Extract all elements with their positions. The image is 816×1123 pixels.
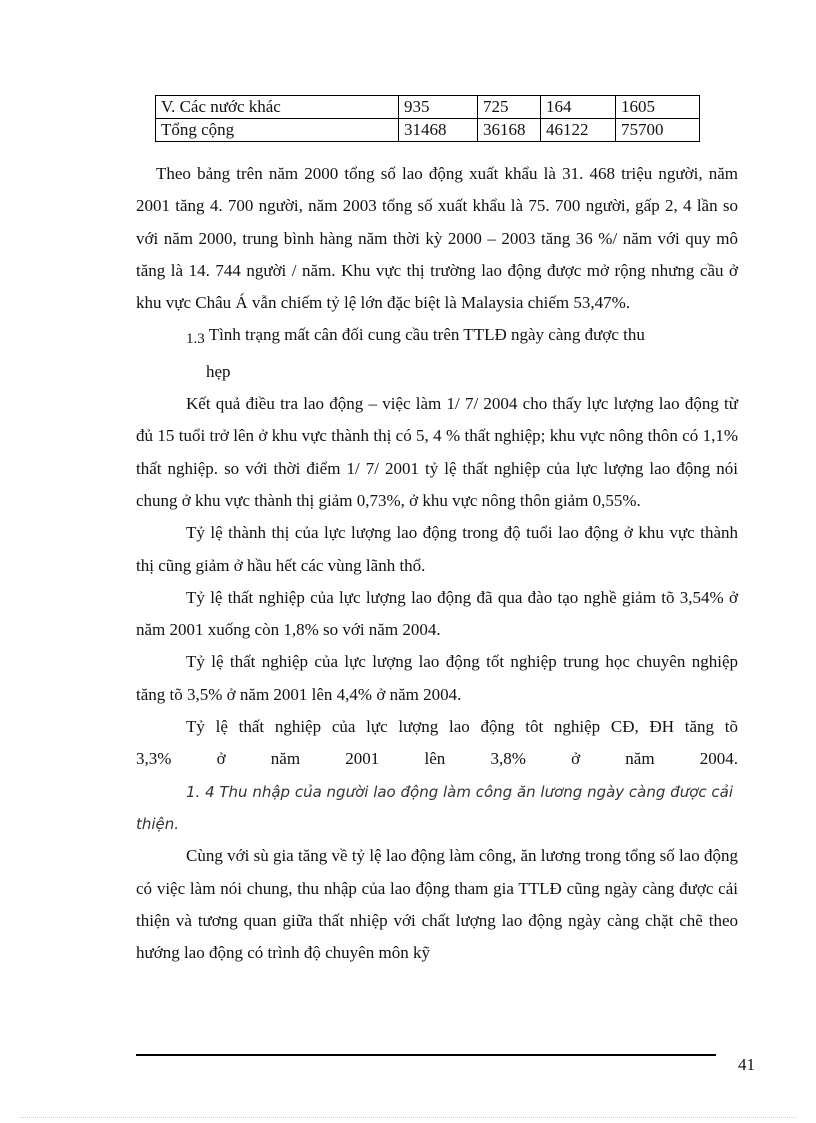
paragraph-urban-rate: Tỷ lệ thành thị của lực lượng lao động trong độ tuổi lao động ở khu vực thành thị cũng giảm ở hầu hết các vùng lãnh thổ. <box>136 523 738 575</box>
section-heading-1-3 <box>136 319 738 388</box>
section-heading-1-4-text: 1. 4 Thu nhập của người lao động làm công ăn lương ngày càng được cải thiện. <box>136 782 733 833</box>
table-cell: 1605 <box>616 96 700 119</box>
body-text <box>136 158 738 969</box>
table-cell: V. Các nước khác <box>156 96 399 119</box>
section-number: 1.3 <box>186 331 205 348</box>
table-cell: 46122 <box>541 119 616 142</box>
paragraph-labor-export: Theo bảng trên năm 2000 tổng số lao động xuất khẩu là 31. 468 triệu người, năm 2001 tăng 4. 700 người, năm 2003 tổng số xuất khẩu là 75. 700 người, gấp 2, 4 lần so với năm 2000, trung bình hàng năm thời kỳ 2000 – 2003 tăng 36 %/ năm với quy mô tăng là 14. 744 người / năm. Khu vực thị trường lao động được mở rộng nhưng cầu ở khu vực Châu Á vẫn chiếm tỷ lệ lớn đặc biệt là Malaysia chiếm 53,47%. <box>136 164 738 313</box>
paragraph-vocational: Tỷ lệ thất nghiệp của lực lượng lao động đã qua đào tạo nghề giảm tõ 3,54% ở năm 2001 xuống còn 1,8% so với năm 2004. <box>136 587 738 640</box>
table-cell: 36168 <box>478 119 541 142</box>
table-row <box>156 96 700 119</box>
table-cell: 75700 <box>616 119 700 142</box>
section-heading-continuation: hẹp <box>206 361 231 381</box>
page-number: 41 <box>738 1055 755 1074</box>
paragraph-survey: Kết quả điều tra lao động – việc làm 1/ 7/ 2004 cho thấy lực lượng lao động từ đủ 15 tuổi trở lên ở khu vực thành thị có 5, 4 % thất nghiệp; khu vực nông thôn có 1,1% thất nghiệp. so với thời điểm 1/ 7/ 2001 tỷ lệ thất nghiệp của lực lượng lao động nói chung ở khu vực thành thị giảm 0,73%, ở khu vực nông thôn giảm 0,55%. <box>136 394 738 510</box>
table-cell: Tổng cộng <box>156 119 399 142</box>
table-row <box>156 119 700 142</box>
page-bottom-border <box>20 1117 796 1118</box>
paragraph-college-line2: 3,3% ở năm 2001 lên 3,8% ở năm 2004. <box>136 749 738 769</box>
paragraph-income: Cùng với sù gia tăng về tỷ lệ lao động làm công, ăn lương trong tổng số lao động có việc làm nói chung, thu nhập của lao động tham gia TTLĐ cũng ngày càng được cải thiện và tương quan giữa thất nhiệp với chất lượng lao động ngày càng chặt chẽ theo hướng lao động có trình độ chuyên môn kỹ <box>136 846 738 963</box>
paragraph-secondary: Tỷ lệ thất nghiệp của lực lượng lao động tốt nghiệp trung học chuyên nghiệp tăng tõ 3,5% ở năm 2001 lên 4,4% ở năm 2004. <box>136 652 738 704</box>
table-cell: 935 <box>399 96 478 119</box>
table-cell: 725 <box>478 96 541 119</box>
labor-export-table <box>155 95 700 142</box>
section-heading-1-4 <box>136 776 738 841</box>
section-heading-text: Tình trạng mất cân đối cung cầu trên TTLĐ ngày càng được thu <box>208 325 645 345</box>
footer-rule <box>136 1054 716 1056</box>
table-cell: 164 <box>541 96 616 119</box>
table-cell: 31468 <box>399 119 478 142</box>
paragraph-college-line1: Tỷ lệ thất nghiệp của lực lượng lao động tôt nghiệp CĐ, ĐH tăng tõ <box>186 717 738 737</box>
